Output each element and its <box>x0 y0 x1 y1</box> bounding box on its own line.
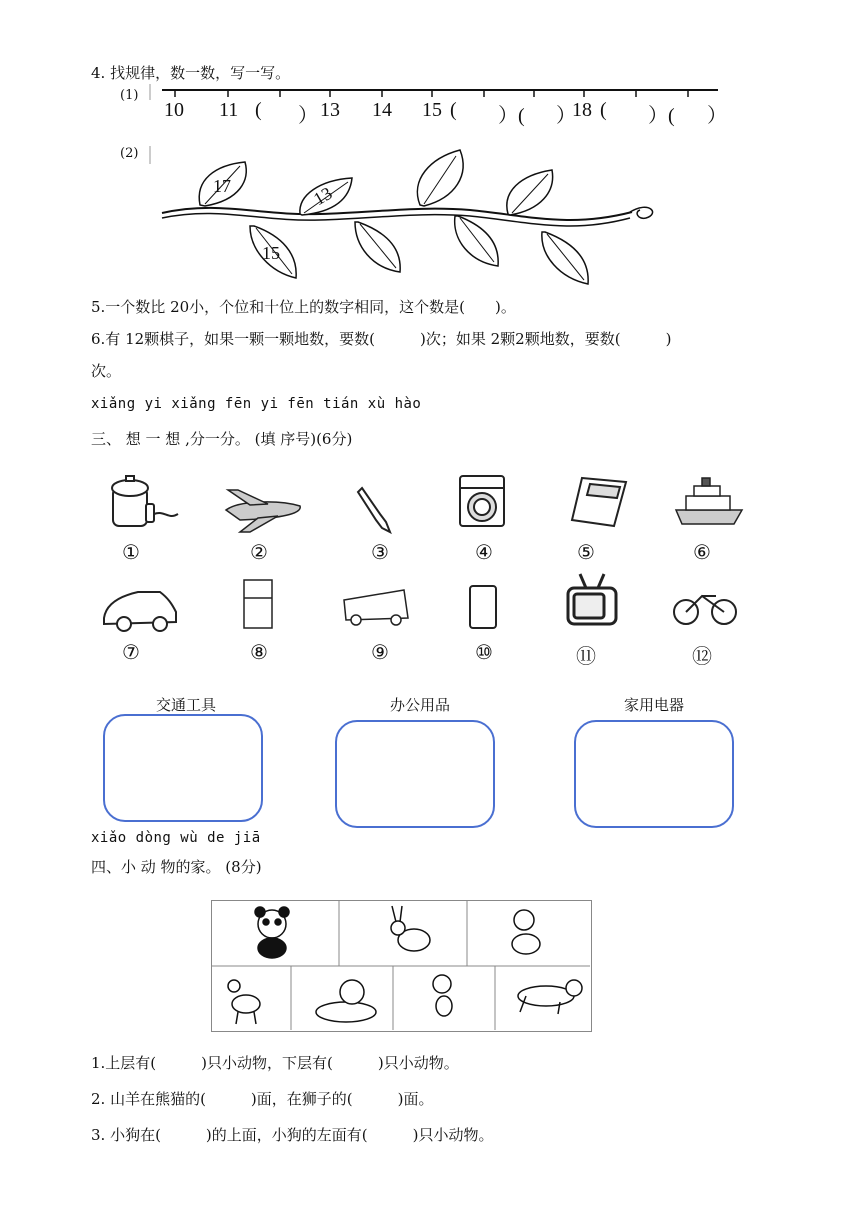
number-13: 13 <box>320 99 340 121</box>
television-icon <box>568 574 616 624</box>
q6-text-cont: 次。 <box>91 362 122 380</box>
refrigerator-icon <box>244 580 272 628</box>
item-label-5: ⑤ <box>577 540 595 564</box>
item-label-4: ④ <box>475 540 493 564</box>
number-10: 10 <box>164 99 184 121</box>
item-label-1: ① <box>122 540 140 564</box>
airplane-icon <box>226 490 300 532</box>
q4-part2-label: (2) <box>120 146 139 161</box>
category-label-transport: 交通工具 <box>155 696 216 714</box>
leaf-upper-3 <box>417 150 463 206</box>
leaf-label-17: 17 <box>213 176 231 196</box>
number-11: 11 <box>219 99 239 121</box>
pen-icon <box>358 488 390 532</box>
item-label-6: ⑥ <box>693 540 711 564</box>
office-answer-box[interactable] <box>335 720 495 828</box>
blank-close-open-5[interactable]: ）( <box>648 105 675 127</box>
ship-icon <box>676 478 742 524</box>
category-label-appliance: 家用电器 <box>623 696 684 714</box>
section3-pinyin: xiǎng yi xiǎng fēn yi fēn tián xù hào <box>91 396 422 412</box>
bus-icon <box>344 590 408 625</box>
s4-q2: 2. 山羊在熊猫的( )面，在狮子的( )面。 <box>91 1090 434 1108</box>
transport-answer-box[interactable] <box>103 714 263 822</box>
calculator-icon <box>572 478 626 526</box>
bicycle-icon <box>674 596 736 624</box>
item-label-8: ⑧ <box>250 640 268 664</box>
q4-title: 4. 找规律，数一数，写一写。 <box>91 64 291 82</box>
item-label-9: ⑨ <box>371 640 389 664</box>
q6-text: 6.有 12颗棋子，如果一颗一颗地数，要数( )次；如果 2颗2颗地数，要数( ) <box>91 330 672 348</box>
leaf-label-13: 13 <box>309 182 336 210</box>
s4-q1: 1.上层有( )只小动物，下层有( )只小动物。 <box>91 1054 459 1072</box>
item-label-2: ② <box>250 540 268 564</box>
s4-q3: 3. 小狗在( )的上面，小狗的左面有( )只小动物。 <box>91 1126 494 1144</box>
q5-text: 5.一个数比 20小，个位和十位上的数字相同，这个数是( )。 <box>91 298 516 316</box>
washing-machine-icon <box>460 476 504 526</box>
car-icon <box>104 592 176 631</box>
section4-pinyin: xiǎo dòng wù de jiā <box>91 830 261 846</box>
blank-close-open-3[interactable]: ）( <box>498 105 525 127</box>
item-label-11: ⑪ <box>576 644 596 668</box>
rice-cooker-icon <box>112 476 178 526</box>
number-14: 14 <box>372 99 392 121</box>
blank-open-4[interactable]: ( <box>600 99 607 121</box>
appliance-answer-box[interactable] <box>574 720 734 828</box>
section4-title: 四、小 动 物的家。 (8分) <box>91 858 262 876</box>
blank-close-3: ） <box>556 105 576 127</box>
blank-open-2[interactable]: ( <box>450 99 457 121</box>
q4-part1-label: (1) <box>120 88 139 103</box>
animal-home-table <box>211 900 592 1032</box>
section3-title: 三、 想 一 想 ,分一分。 (填 序号)(6分) <box>91 430 353 448</box>
item-label-7: ⑦ <box>122 640 140 664</box>
blank-close-1: ） <box>298 105 318 127</box>
item-label-12: ⑫ <box>692 644 712 668</box>
blank-open-1[interactable]: ( <box>255 99 262 121</box>
leaf-label-15: 15 <box>262 243 280 263</box>
number-15: 15 <box>422 99 442 121</box>
blank-close-5: ） <box>707 105 727 127</box>
item-label-10: ⑩ <box>475 640 493 664</box>
item-label-3: ③ <box>371 540 389 564</box>
category-label-office: 办公用品 <box>389 696 450 714</box>
notebook-icon <box>470 586 496 628</box>
number-18: 18 <box>572 99 592 121</box>
